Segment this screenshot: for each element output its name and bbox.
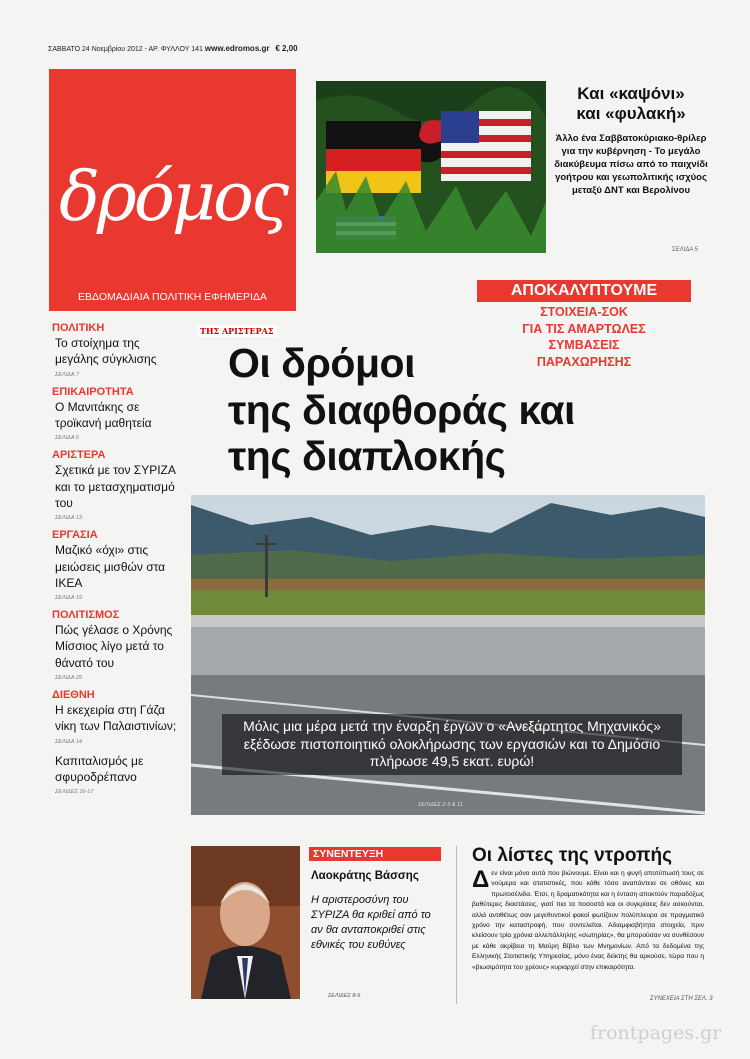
sidebar-text: Καπιταλισμός με σφυροδρέπανο [55,753,144,784]
headline-line-1: Οι δρόμοι [228,340,415,386]
sidebar-page: ΣΕΛΙΔΑ 7 [55,371,79,378]
sidebar-item-culture[interactable] [52,609,177,681]
headline-line-2: της διαφθοράς και [228,386,575,433]
sidebar-item-politics[interactable] [52,322,177,378]
sidebar-text: Το στοίχημα της μεγάλης σύγκλισης [55,336,157,367]
interview-name[interactable]: Λαοκράτης Βάσσης [311,870,419,882]
sidebar-category: ΔΙΕΘΝΗ [52,689,95,702]
sidebar-category: ΕΠΙΚΑΙΡΟΤΗΤΑ [52,385,134,398]
shame-title[interactable]: Οι λίστες της ντροπής [472,845,672,866]
sidebar-page: ΣΕΛΙΔΑ 13 [55,515,82,522]
shame-body [472,866,704,973]
dateline-bar [48,44,298,53]
interview-portrait [191,846,300,999]
column-divider [456,846,457,1004]
shame-body-text: εν είναι μόνο αυτά που βιώνουμε. Είναι και η φυγή αποτύπωσή τους σε νούμερα και στατιστικές, που κάθε τόσο αναπάντεια σε οθόνες και πρωτοσέλιδα. Έτσι, η δραματικότητα και η ένταση αποκτούν παραδόξως βαθύτερες διαστάσεις, γιατί πια τα ποσοστά και οι συγκρίσεις δεν ασκούνται, αλλά αντιθέτως σαν μεγεθυντικοί φακοί φωτίζουν πολύπλευρα σε πραγματικό χρόνο την καταστροφή, που συντελείται. Αδιαμφισβήτητα στοιχεία, πριν κλείσουν τρία χρόνια αλλεπάλληλης «σωτηρίας», θα μπορούσαν να συνθέσουν με κάθε ακρίβεια τη Μαύρη Βίβλο των Μνημονίων. Από τα δεδομένα της Ελληνικής Στατιστικής Υπηρεσίας, μόνο ένας δείκτης θα αρκούσε, τώρα που η «βιωσιμότητα του χρέους» κυριαρχεί στην επικαιρότητα. [472,870,704,971]
interview-label: ΣΥΝΕΝΤΕΥΞΗ [309,847,441,861]
sidebar-text: Σχετικά με τον ΣΥΡΙΖΑ και το μετασχηματισμό του [55,463,176,510]
teaser-title-line-1: Και «καψόνι» [577,84,685,103]
dateline: ΣΑΒΒΑΤΟ 24 Νοεμβρίου 2012 - ΑΡ. ΦΥΛΛΟΥ 141 [48,46,203,53]
sidebar-text: Μαζικό «όχι» στις μειώσεις μισθών στα ΙΚΕΑ [55,543,166,590]
sidebar-category: ΠΟΛΙΤΙΚΗ [52,322,105,334]
sidebar-item-labor[interactable] [52,529,177,601]
sidebar-page: ΣΕΛΙΔΑ 25 [55,675,82,682]
sidebar [52,322,177,803]
sidebar-page: ΣΕΛΙΔΑ 19 [55,595,82,602]
sidebar-text: Ο Μανιτάκης σε τροϊκανή μαθητεία [55,399,152,430]
interview-quote: Η αριστεροσύνη του ΣΥΡΙΖΑ θα κριθεί από το αν θα ανταποκριθεί στις εθνικές του ευθύνες [311,894,431,951]
headline-line-3: της διαπλοκής [228,433,506,480]
sidebar-page: ΣΕΛΙΔΑ 6 [55,435,79,442]
teaser-page: ΣΕΛΙΔΑ 5 [672,247,699,253]
drop-cap: Δ [472,866,490,893]
interview-page: ΣΕΛΙΔΕΣ 8-9 [328,993,361,999]
main-headline[interactable] [228,340,575,480]
reveal-line-1: ΣΤΟΙΧΕΙΑ-ΣΟΚ [540,305,628,319]
watermark: frontpages.gr [590,1022,722,1044]
sidebar-text: Πώς γέλασε ο Χρόνης Μίσσιος λίγο μετά το θάνατό του [55,623,173,670]
sidebar-text: Η εκεχειρία στη Γάζα νίκη των Παλαιστινίων; [55,703,177,734]
price: € 2,00 [275,44,298,53]
sidebar-page: ΣΕΛΙΔΕΣ 16-17 [55,789,94,796]
sidebar-category: ΠΟΛΙΤΙΣΜΟΣ [52,609,120,622]
teaser-title-line-2: και «φυλακή» [576,104,686,124]
reveal-line-4: ΠΑΡΑΧΩΡΗΣΗΣ [536,354,632,369]
sidebar-item-capitalism[interactable] [52,753,177,796]
website-link[interactable]: www.edromos.gr [204,44,270,53]
photo-page: ΣΕΛΙΔΕΣ 2-3 & 11 [418,802,463,808]
sidebar-category: ΑΡΙΣΤΕΡΑ [52,449,106,462]
newspaper-logo: δρόμος [58,158,287,237]
masthead [49,69,296,336]
sidebar-item-international[interactable] [52,689,177,745]
reveal-line-2: ΓΙΑ ΤΙΣ ΑΜΑΡΤΩΛΕΣ [522,321,646,336]
reveal-line-3: ΣΥΜΒΑΣΕΙΣ [548,338,620,352]
masthead-tagline: ΕΒΔΟΜΑΔΙΑΙΑ ΠΟΛΙΤΙΚΗ ΕΦΗΜΕΡΙΔΑ [78,291,267,303]
reveal-label: ΑΠΟΚΑΛΥΠΤΟΥΜΕ [477,280,691,302]
sidebar-item-left[interactable] [52,449,177,521]
logo-subtitle: ΤΗΣ ΑΡΙΣΤΕΡΑΣ [197,325,277,337]
sidebar-category: ΕΡΓΑΣΙΑ [52,529,98,542]
photo-caption: Μόλις μια μέρα μετά την έναρξη έργων ο «Ανεξάρτητος Μηχανικός» εξέδωσε πιστοποιητικό ολοκλήρωσης των εργασιών και το Δημόσιο πλήρωσε 49,5 εκατ. ευρώ! [222,714,682,775]
shame-continued: ΣΥΝΕΧΕΙΑ ΣΤΗ ΣΕΛ. 3 [650,996,713,1002]
sidebar-item-current-affairs[interactable] [52,386,177,442]
sidebar-page: ΣΕΛΙΔΑ 14 [55,738,82,745]
cartoon-illustration [316,81,546,253]
teaser-text: Άλλο ένα Σαββατοκύριακο-θρίλερ για την κυβέρνηση - Το μεγάλο διακύβευμα πίσω από το παιχνίδι γοήτρου και γεωπολιτικής ισχύος μεταξύ ΔΝΤ και Βερολίνου [554,133,708,197]
teaser-title[interactable] [556,84,706,125]
